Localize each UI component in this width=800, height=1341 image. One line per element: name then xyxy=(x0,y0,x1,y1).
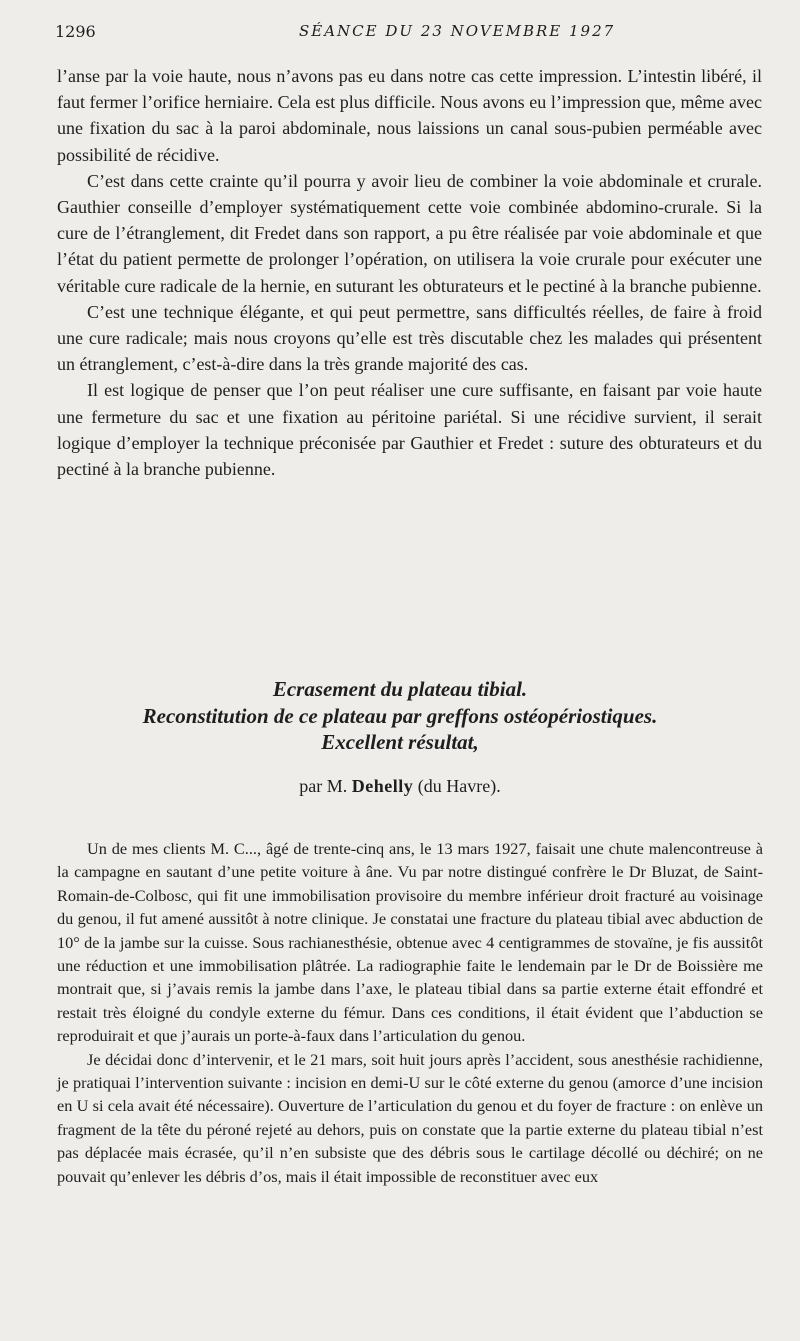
article-title xyxy=(40,676,760,756)
byline-prefix: par M. xyxy=(299,776,348,796)
article-title-line: Excellent résultat, xyxy=(321,730,479,754)
paragraph: l’anse par la voie haute, nous n’avons pas eu dans notre cas cette impression. L’intestin libéré, il faut fermer l’orifice herniaire. Cela est plus difficile. Nous avons eu l’impression que, même avec une fixation du sac à la paroi abdominale, nous laissions un canal sous-pubien perméable avec possibilité de récidive. xyxy=(57,66,762,165)
article-body xyxy=(57,837,763,1188)
byline-affiliation: (du Havre). xyxy=(417,776,501,796)
paragraph: Je décidai donc d’intervenir, et le 21 mars, soit huit jours après l’accident, sous anesthésie rachidienne, je pratiquai l’intervention suivante : incision en demi-U sur le côté externe du genou (amorce d’une incision en U si cela avait été nécessaire). Ouverture de l’articulation du genou et du foyer de fracture : on enlève un fragment de la tête du péroné rejeté au dehors, puis on constate que la partie externe du plateau tibial n’est pas déplacée mais écrasée, qu’il n’en subsiste que des débris sous le cartilage décollé ou déchiré; on ne pouvait qu’enlever les débris d’os, mais il était impossible de reconstituer avec eux xyxy=(57,1049,763,1186)
paragraph: C’est dans cette crainte qu’il pourra y avoir lieu de combiner la voie abdominale et crurale. Gauthier conseille d’employer systématiquement cette voie combinée abdomino-crurale. Si la cure de l’étranglement, dit Fredet dans son rapport, a pu être réalisée par voie abdominale et que l’état du patient permette de prolonger l’opération, on utilisera la voie crurale pour exécuter une véritable cure radicale de la hernie, en suturant les obturateurs et le pectiné à la branche pubienne. xyxy=(57,170,762,296)
paragraph: Un de mes clients M. C..., âgé de trente-cinq ans, le 13 mars 1927, faisait une chute malencontreuse à la campagne en sautant d’une petite voiture à âne. Vu par notre distingué confrère le Dr Bluzat, de Saint-Romain-de-Colbosc, qui fit une immobilisation provisoire du membre inférieur droit fracturé au voisinage du genou, il fut amené aussitôt à notre clinique. Je constatai une fracture du plateau tibial avec abduction de 10° de la jambe sur la cuisse. Sous rachianesthésie, obtenue avec 4 centigrammes de stovaïne, je fis aussitôt une réduction et une immobilisation plâtrée. La radiographie faite le lendemain par le Dr de Boissière me montrait que, si j’avais remis la jambe dans l’axe, le plateau tibial dans sa partie externe était effondré et restait très éloigné du condyle externe du fémur. Dans ces conditions, il était évident que l’abduction se reproduirait et que j’aurais un porte-à-faux dans l’articulation du genou. xyxy=(57,839,763,1046)
continued-text xyxy=(57,63,762,482)
paragraph: Il est logique de penser que l’on peut réaliser une cure suffisante, en faisant par voie haute une fermeture du sac et une fixation au péritoine pariétal. Si une récidive survient, il serait logique d’employer la technique préconisée par Gauthier et Fredet : suture des obturateurs et du pectiné à la branche pubienne. xyxy=(57,380,762,480)
running-title: SÉANCE DU 23 NOVEMBRE 1927 xyxy=(299,22,616,40)
paragraph: C’est une technique élégante, et qui peut permettre, sans difficultés réelles, de faire à froid une cure radicale; mais nous croyons qu’elle est très discutable chez les malades qui présentent un étranglement, c’est-à-dire dans la très grande majorité des cas. xyxy=(57,301,762,375)
author-name: Dehelly xyxy=(351,776,414,796)
page-header xyxy=(55,22,775,46)
page-number: 1296 xyxy=(55,22,96,41)
article-title-line: Ecrasement du plateau tibial. xyxy=(272,677,528,701)
article-title-line: Reconstitution de ce plateau par greffons ostéopériostiques. xyxy=(142,703,658,728)
byline xyxy=(40,776,760,797)
